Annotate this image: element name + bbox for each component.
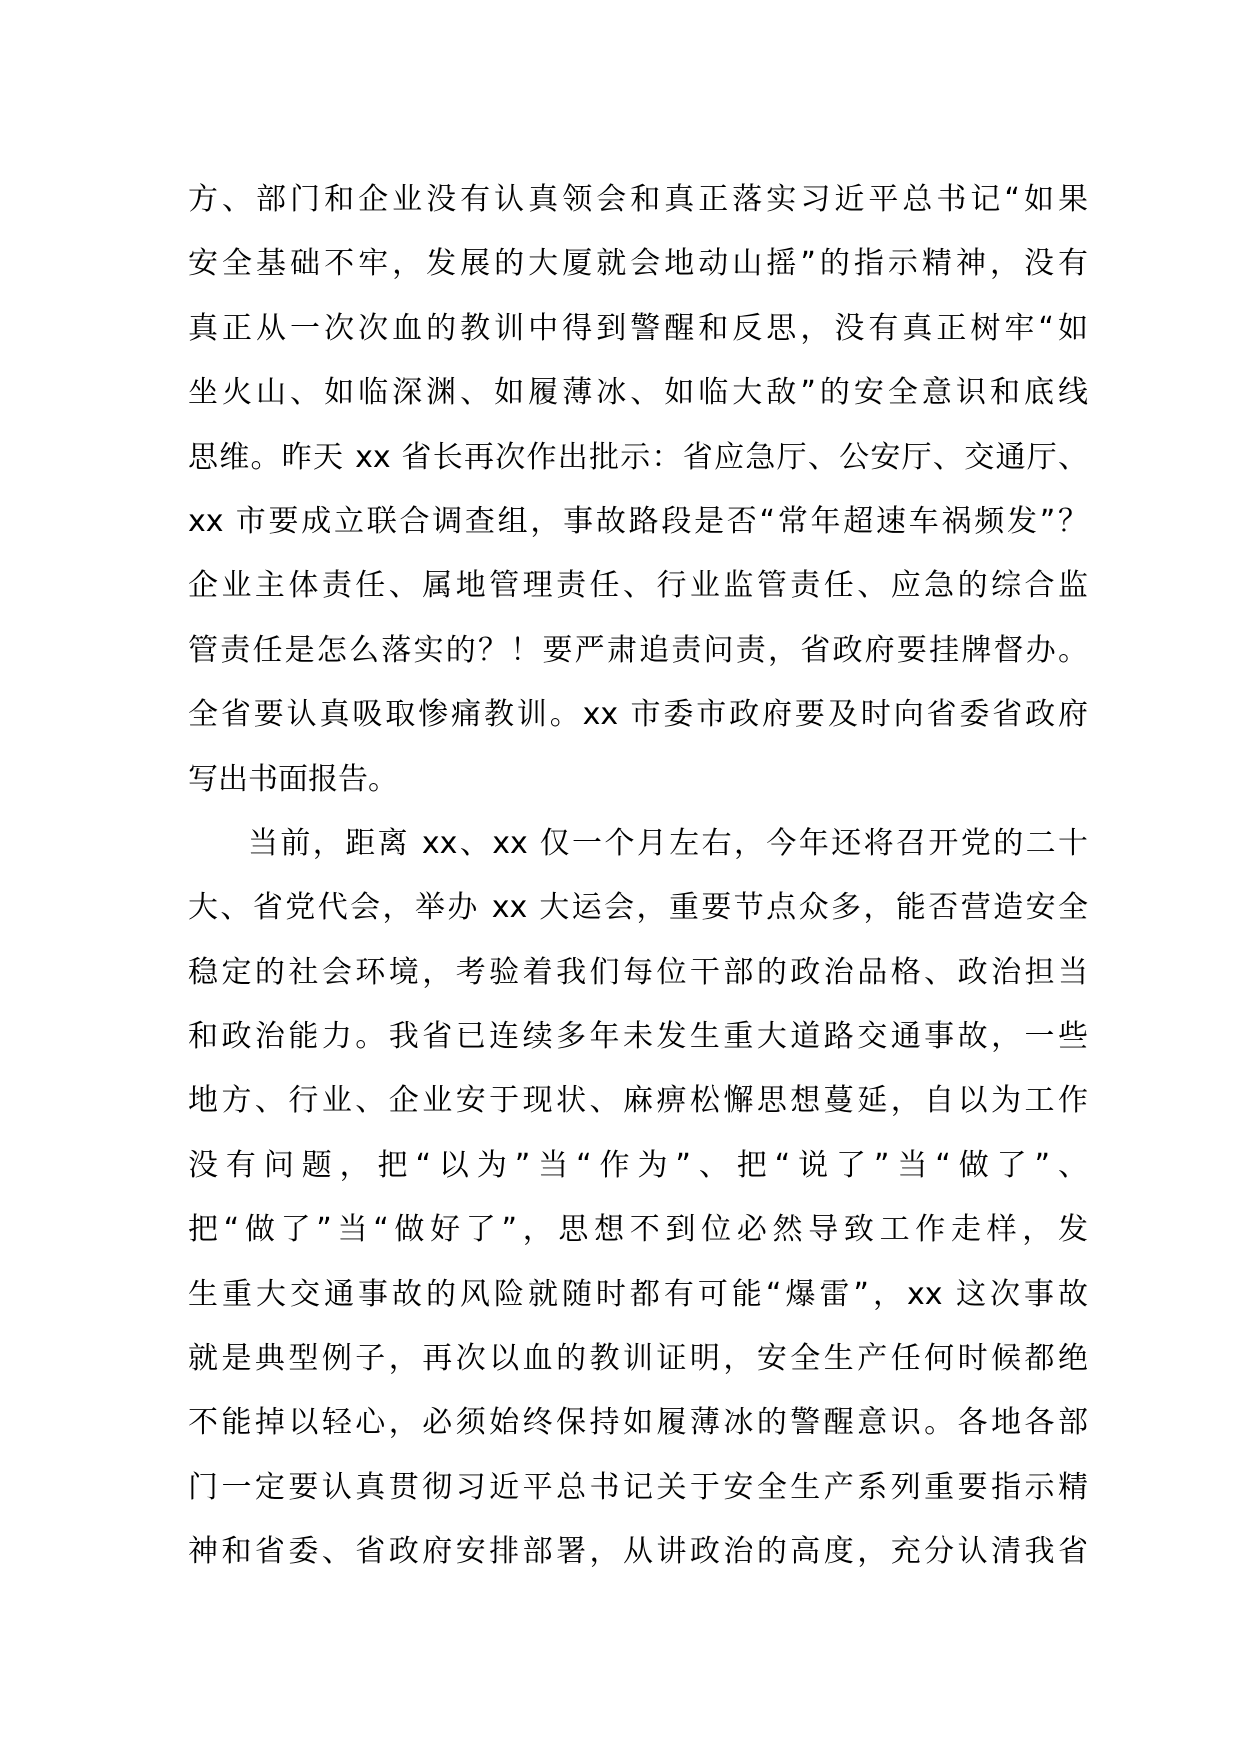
text-line: 管责任是怎么落实的？！要严肃追责问责，省政府要挂牌督办。 [188, 632, 1088, 668]
text-line: 全省要认真吸取惨痛教训。xx 市委市政府要及时向省委省政府 [188, 697, 1088, 733]
text-line: 真正从一次次血的教训中得到警醒和反思，没有真正树牢“如 [188, 310, 1088, 346]
text-line: 稳定的社会环境，考验着我们每位干部的政治品格、政治担当 [188, 954, 1088, 990]
text-line: 安全基础不牢，发展的大厦就会地动山摇”的指示精神，没有 [188, 246, 1088, 282]
text-line: xx 市要成立联合调查组，事故路段是否“常年超速车祸频发”？ [188, 503, 1088, 539]
text-line: 没有问题，把“以为”当“作为”、把“说了”当“做了”、 [188, 1147, 1088, 1183]
text-line: 就是典型例子，再次以血的教训证明，安全生产任何时候都绝 [188, 1341, 1088, 1377]
text-line: 写出书面报告。 [188, 761, 398, 797]
document-body [188, 168, 1088, 1585]
text-line: 地方、行业、企业安于现状、麻痹松懈思想蔓延，自以为工作 [188, 1083, 1088, 1119]
text-line: 方、部门和企业没有认真领会和真正落实习近平总书记“如果 [188, 182, 1088, 217]
text-line: 把“做了”当“做好了”，思想不到位必然导致工作走样，发 [188, 1212, 1088, 1248]
text-line: 大、省党代会，举办 xx 大运会，重要节点众多，能否营造安全 [188, 890, 1088, 926]
text-line: 企业主体责任、属地管理责任、行业监管责任、应急的综合监 [188, 568, 1088, 604]
text-line: 门一定要认真贯彻习近平总书记关于安全生产系列重要指示精 [188, 1469, 1088, 1505]
text-line: 思维。昨天 xx 省长再次作出批示：省应急厅、公安厅、交通厅、 [188, 439, 1088, 475]
text-line: 生重大交通事故的风险就随时都有可能“爆雷”，xx 这次事故 [188, 1276, 1088, 1312]
text-line: 不能掉以轻心，必须始终保持如履薄冰的警醒意识。各地各部 [188, 1405, 1088, 1441]
text-line: 坐火山、如临深渊、如履薄冰、如临大敌”的安全意识和底线 [188, 375, 1088, 411]
text-line: 神和省委、省政府安排部署，从讲政治的高度，充分认清我省 [188, 1534, 1088, 1570]
text-line: 当前，距离 xx、xx 仅一个月左右，今年还将召开党的二十 [248, 825, 1088, 861]
text-line: 和政治能力。我省已连续多年未发生重大道路交通事故，一些 [188, 1019, 1088, 1055]
